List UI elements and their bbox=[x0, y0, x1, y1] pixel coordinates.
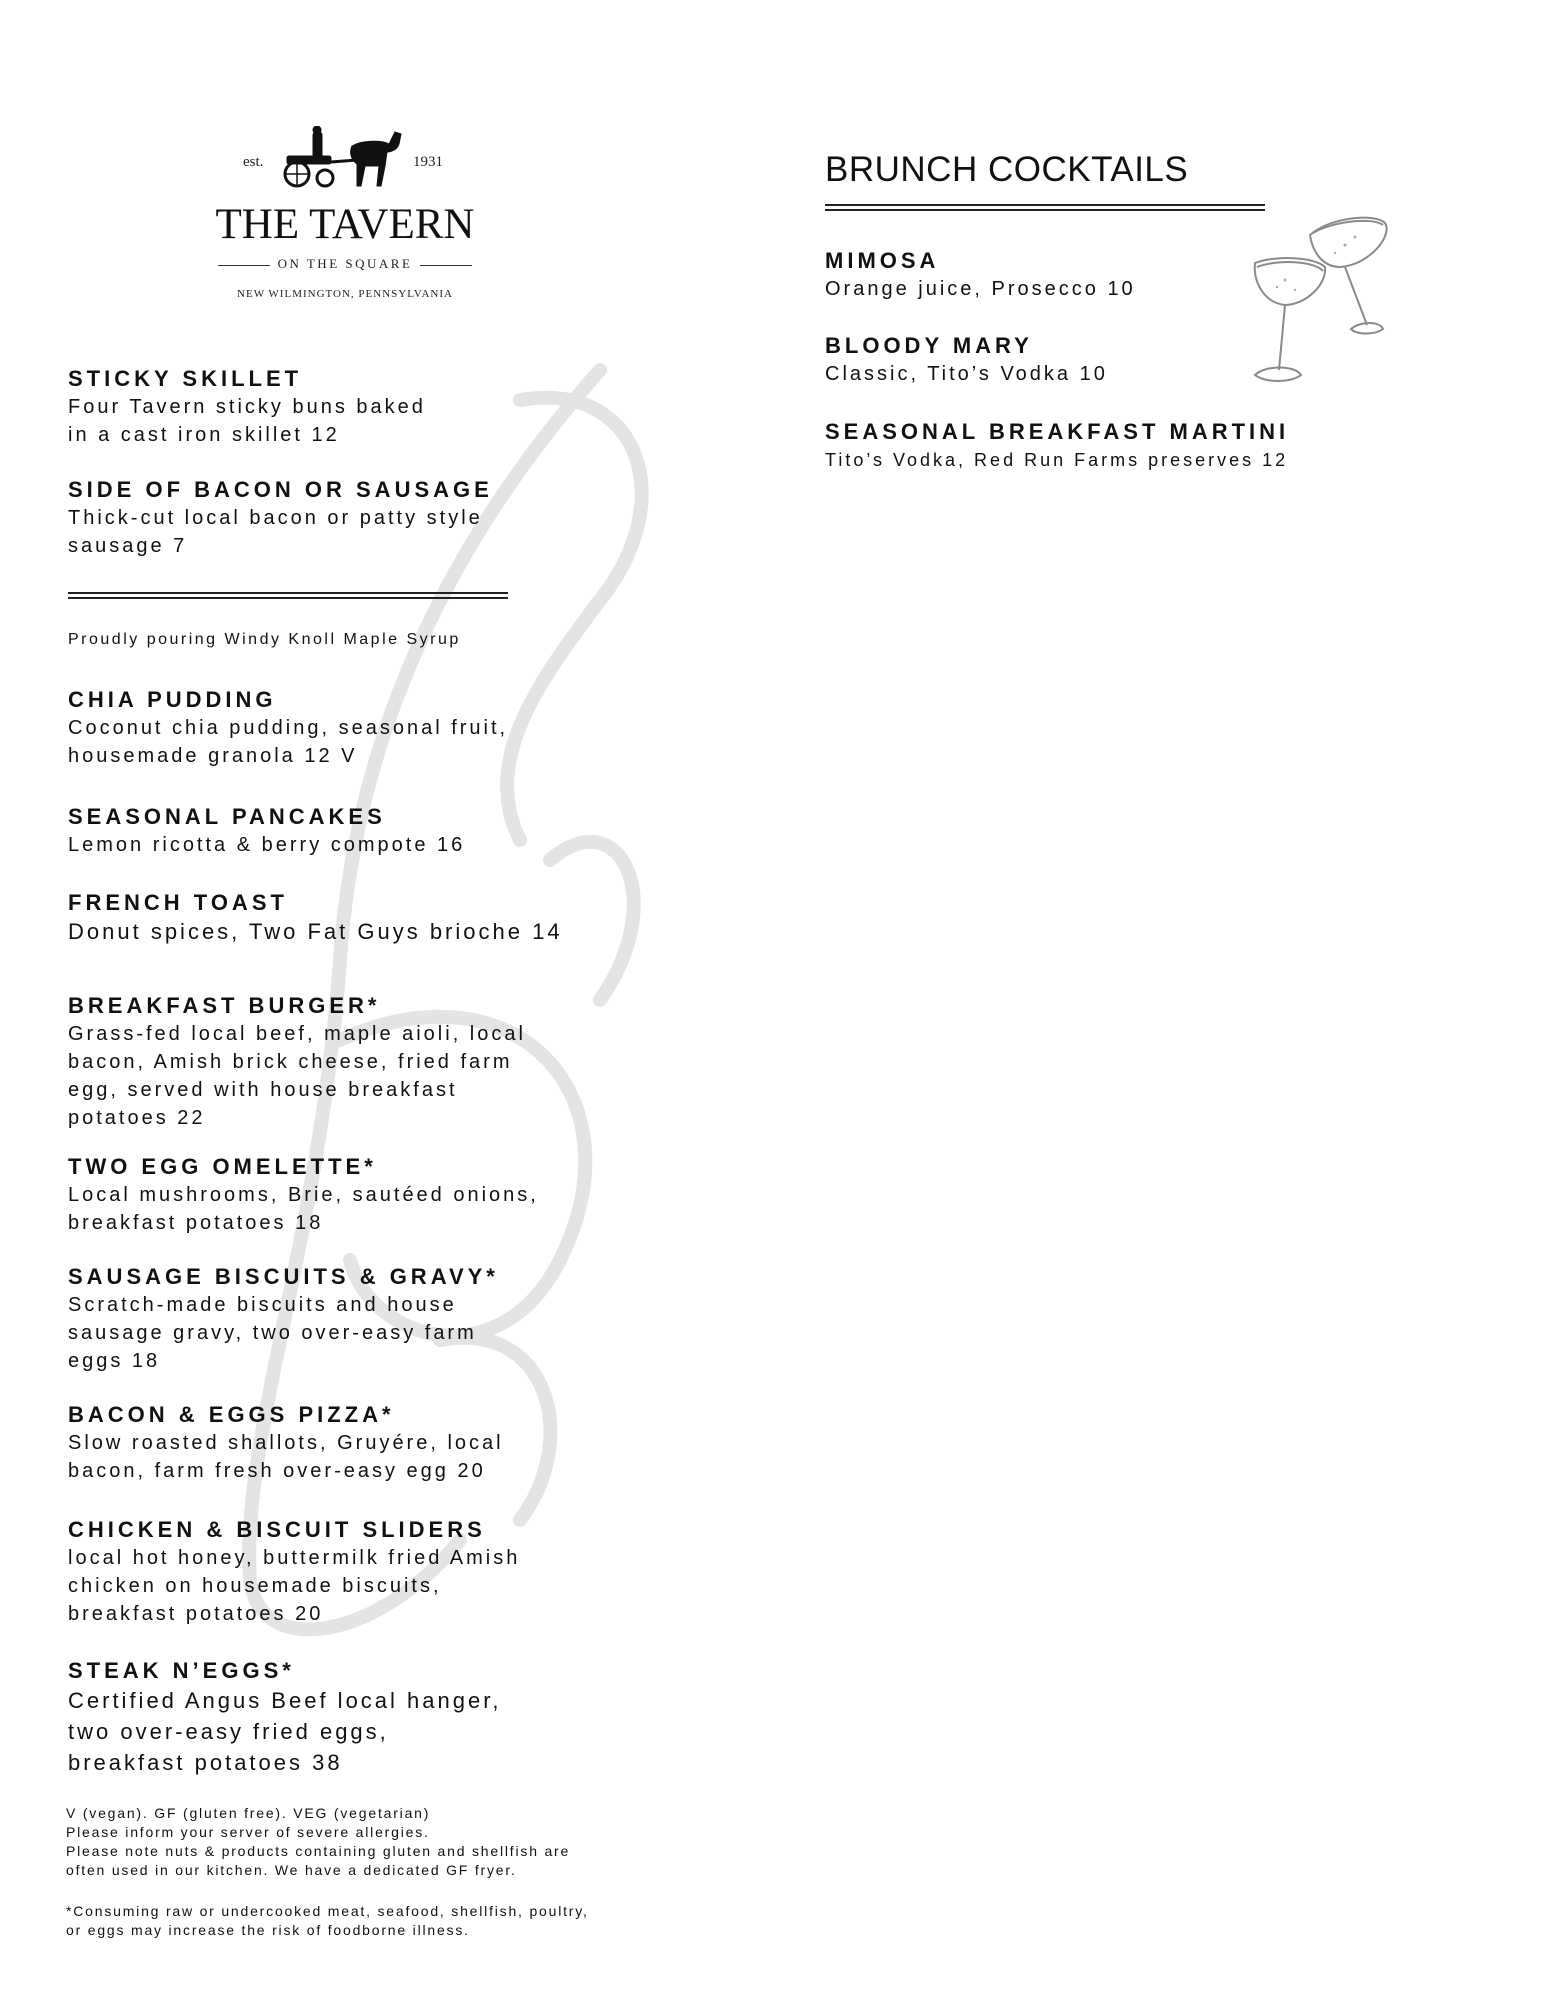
item-title: BREAKFAST BURGER* bbox=[68, 993, 381, 1018]
item-title: CHICKEN & BISCUIT SLIDERS bbox=[68, 1517, 486, 1542]
menu-item-sausage-biscuits bbox=[68, 1263, 668, 1375]
logo-rule-right bbox=[420, 265, 472, 266]
cocktails-heading: BRUNCH COCKTAILS bbox=[825, 150, 1189, 189]
menu-item-two-egg-omelette bbox=[68, 1153, 668, 1237]
cocktail-seasonal-martini bbox=[825, 418, 1525, 474]
item-desc-line: Thick-cut local bacon or patty style bbox=[68, 507, 483, 529]
menu-item-chicken-biscuit-sliders bbox=[68, 1516, 668, 1628]
item-title: SEASONAL PANCAKES bbox=[68, 804, 386, 829]
menu-item-steak-n-eggs bbox=[68, 1657, 668, 1778]
item-desc-line: sausage gravy, two over-easy farm bbox=[68, 1322, 477, 1344]
item-desc-line: Grass-fed local beef, maple aioli, local bbox=[68, 1023, 526, 1045]
footnote-line: V (vegan). GF (gluten free). VEG (vegetarian) bbox=[66, 1805, 431, 1821]
item-desc-line: Coconut chia pudding, seasonal fruit, bbox=[68, 717, 509, 739]
item-title: FRENCH TOAST bbox=[68, 890, 288, 915]
item-desc-line: egg, served with house breakfast bbox=[68, 1079, 458, 1101]
menu-item-bacon-eggs-pizza bbox=[68, 1401, 668, 1485]
menu-item-sticky-skillet bbox=[68, 365, 668, 449]
cocktail-desc: Classic, Tito’s Vodka 10 bbox=[825, 363, 1108, 385]
item-desc-line: local hot honey, buttermilk fried Amish bbox=[68, 1547, 521, 1569]
section-divider bbox=[68, 592, 508, 599]
menu-item-chia-pudding bbox=[68, 686, 668, 770]
footnote-line: Please note nuts & products containing gluten and shellfish are bbox=[66, 1843, 571, 1859]
logo-est: est. bbox=[243, 154, 264, 170]
cocktail-bloody-mary bbox=[825, 332, 1525, 388]
menu-item-side-bacon bbox=[68, 476, 668, 560]
item-desc-line: bacon, Amish brick cheese, fried farm bbox=[68, 1051, 513, 1073]
item-title: STEAK N’EGGS* bbox=[68, 1658, 295, 1683]
allergy-footnote bbox=[66, 1804, 706, 1880]
menu-item-breakfast-burger bbox=[68, 992, 668, 1132]
logo-subtitle: ON THE SQUARE bbox=[277, 256, 413, 271]
cocktail-desc: Orange juice, Prosecco 10 bbox=[825, 278, 1136, 300]
item-desc-line: Certified Angus Beef local hanger, bbox=[68, 1688, 502, 1713]
item-desc-line: Local mushrooms, Brie, sautéed onions, bbox=[68, 1184, 539, 1206]
logo-rule-left bbox=[218, 265, 270, 266]
menu-item-seasonal-pancakes bbox=[68, 803, 668, 859]
item-desc-line: in a cast iron skillet 12 bbox=[68, 424, 340, 446]
item-desc-line: breakfast potatoes 20 bbox=[68, 1603, 324, 1625]
cocktails-divider bbox=[825, 204, 1265, 211]
item-desc-line: Donut spices, Two Fat Guys brioche 14 bbox=[68, 919, 563, 944]
cocktail-title: SEASONAL BREAKFAST MARTINI bbox=[825, 419, 1290, 444]
cocktail-title: MIMOSA bbox=[825, 248, 940, 273]
logo-name: THE TAVERN bbox=[215, 201, 475, 248]
item-desc-line: Scratch-made biscuits and house bbox=[68, 1294, 457, 1316]
item-title: SIDE OF BACON OR SAUSAGE bbox=[68, 477, 493, 502]
item-title: TWO EGG OMELETTE* bbox=[68, 1154, 377, 1179]
horse-carriage-icon bbox=[277, 126, 407, 188]
item-desc-line: two over-easy fried eggs, bbox=[68, 1719, 389, 1744]
item-desc-line: potatoes 22 bbox=[68, 1107, 206, 1129]
item-desc-line: breakfast potatoes 38 bbox=[68, 1750, 343, 1775]
item-desc-line: chicken on housemade biscuits, bbox=[68, 1575, 442, 1597]
cocktail-desc: Tito’s Vodka, Red Run Farms preserves 12 bbox=[825, 450, 1289, 470]
logo-year: 1931 bbox=[413, 154, 443, 170]
footnote-line: Please inform your server of severe allergies. bbox=[66, 1824, 430, 1840]
item-title: STICKY SKILLET bbox=[68, 366, 303, 391]
item-desc-line: housemade granola 12 V bbox=[68, 745, 358, 767]
syrup-note: Proudly pouring Windy Knoll Maple Syrup bbox=[68, 631, 461, 648]
consumer-warning bbox=[66, 1902, 706, 1940]
warning-line: or eggs may increase the risk of foodborne illness. bbox=[66, 1922, 470, 1938]
item-desc-line: Four Tavern sticky buns baked bbox=[68, 396, 426, 418]
footnote-line: often used in our kitchen. We have a dedicated GF fryer. bbox=[66, 1862, 517, 1878]
item-desc-line: breakfast potatoes 18 bbox=[68, 1212, 324, 1234]
tavern-logo bbox=[195, 122, 495, 307]
cocktail-mimosa bbox=[825, 247, 1525, 303]
item-title: BACON & EGGS PIZZA* bbox=[68, 1402, 395, 1427]
logo-subtitle-row bbox=[195, 256, 495, 272]
item-title: SAUSAGE BISCUITS & GRAVY* bbox=[68, 1264, 499, 1289]
logo-location: NEW WILMINGTON, PENNSYLVANIA bbox=[237, 288, 453, 300]
item-desc-line: Lemon ricotta & berry compote 16 bbox=[68, 834, 466, 856]
menu-item-french-toast bbox=[68, 889, 668, 947]
warning-line: *Consuming raw or undercooked meat, seafood, shellfish, poultry, bbox=[66, 1903, 589, 1919]
item-title: CHIA PUDDING bbox=[68, 687, 277, 712]
item-desc-line: Slow roasted shallots, Gruyére, local bbox=[68, 1432, 504, 1454]
item-desc-line: sausage 7 bbox=[68, 535, 188, 557]
item-desc-line: bacon, farm fresh over-easy egg 20 bbox=[68, 1460, 486, 1482]
item-desc-line: eggs 18 bbox=[68, 1350, 161, 1372]
cocktail-title: BLOODY MARY bbox=[825, 333, 1033, 358]
